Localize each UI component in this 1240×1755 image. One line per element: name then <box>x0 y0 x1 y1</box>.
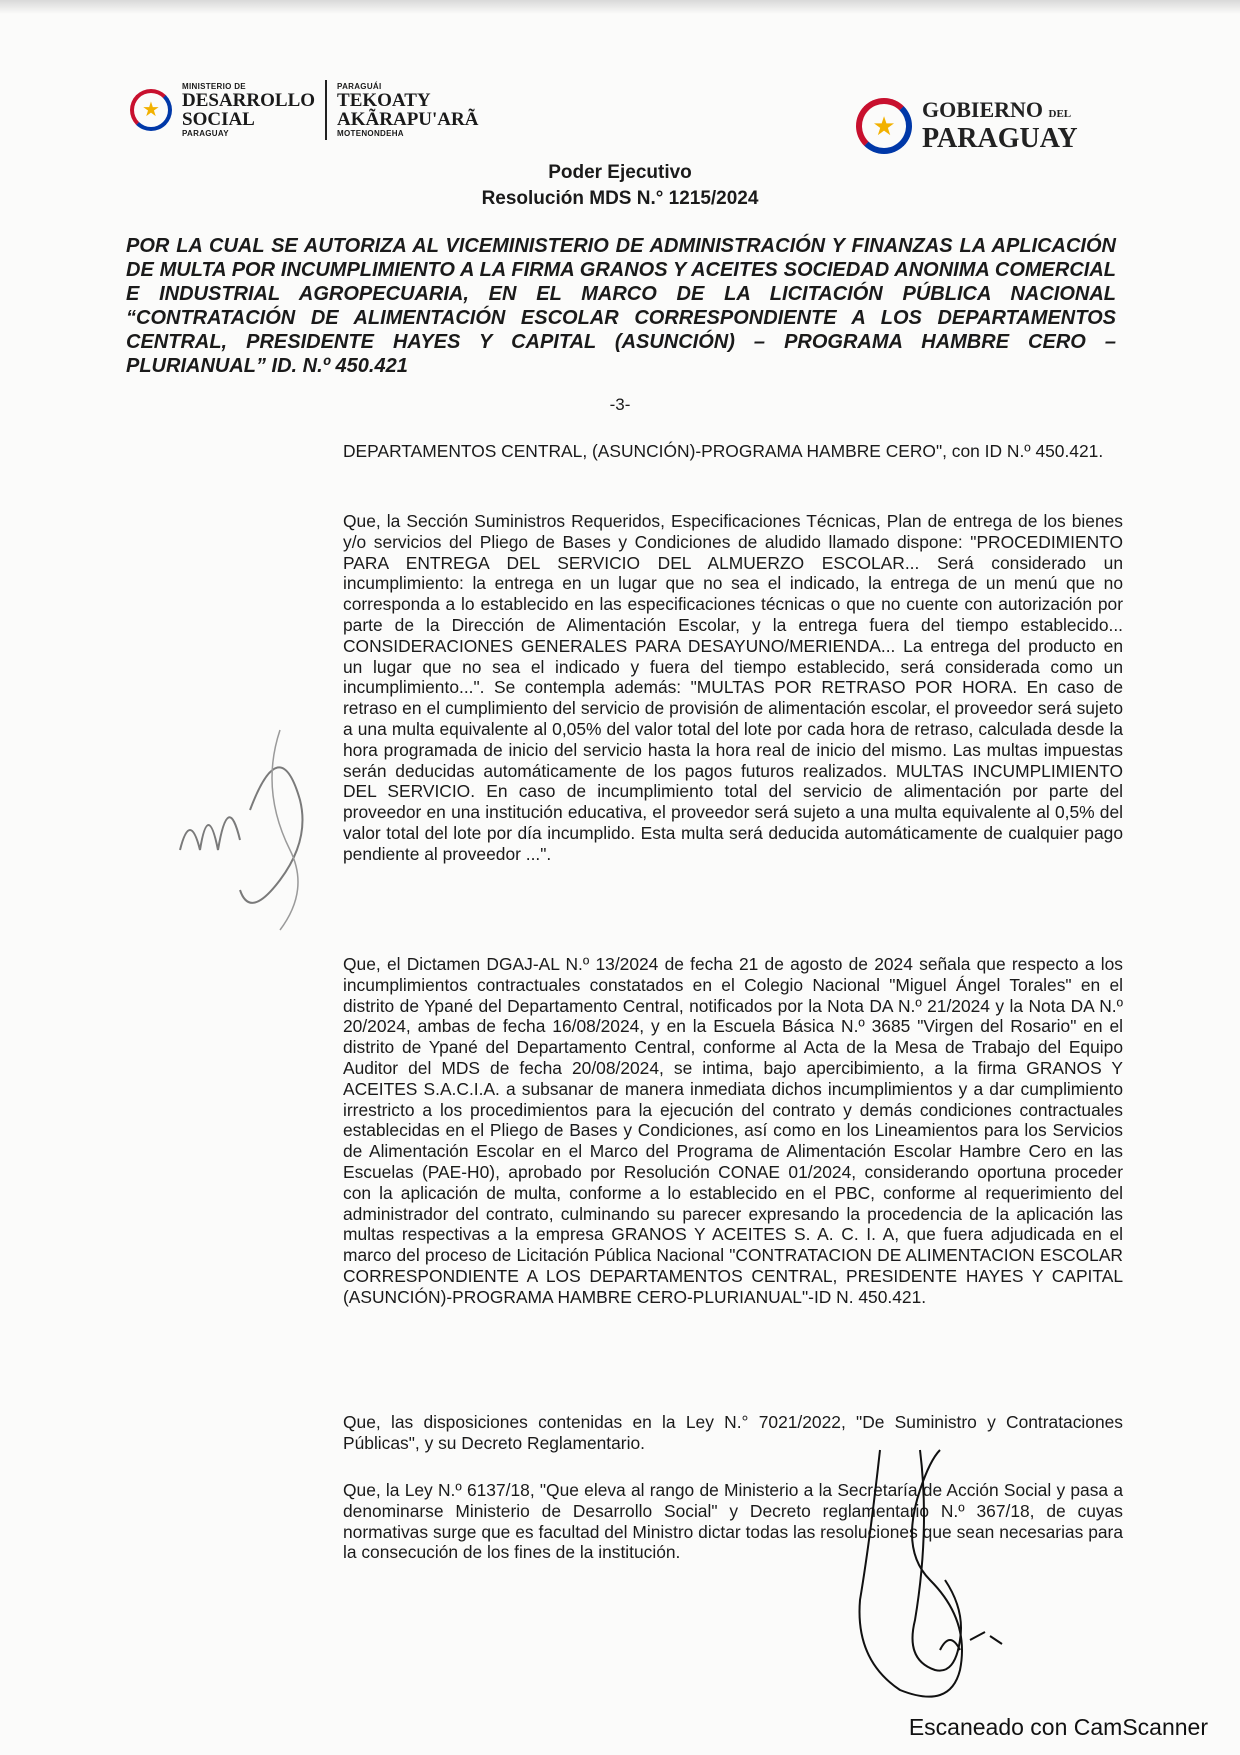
mds-logo <box>130 80 478 140</box>
official-signature <box>820 1440 1080 1710</box>
gov-logo <box>856 98 1078 154</box>
paragraph: Que, la Ley N.º 6137/18, "Que eleva al rango de Ministerio a la Secretaría de Acción Social y pasa a denominarse Ministerio de Desarrollo Social" y Decreto reglamentario N.º 367/18, de cuyas normativas surge que es facultad del Ministro dictar todas las resoluciones que sean necesarias para la consecución de los fines de la institución. <box>343 1480 1123 1563</box>
resolution-title: POR LA CUAL SE AUTORIZA AL VICEMINISTERIO DE ADMINISTRACIÓN Y FINANZAS LA APLICACIÓN DE MULTA POR INCUMPLIMIENTO A LA FIRMA GRANOS Y ACEITES SOCIEDAD ANONIMA COMERCIAL E INDUSTRIAL AGROPECUARIA, EN EL MARCO DE LA LICITACIÓN PÚBLICA NACIONAL “CONTRATACIÓN DE ALIMENTACIÓN ESCOLAR CORRESPONDIENTE A LOS DEPARTAMENTOS CENTRAL, PRESIDENTE HAYES Y CAPITAL (ASUNCIÓN) – PROGRAMA HAMBRE CERO – PLURIANUAL” ID. N.º 450.421 <box>126 235 1116 377</box>
gov-line1-small: DEL <box>1048 108 1072 120</box>
logo-divider <box>325 80 327 140</box>
page-number: -3- <box>609 395 631 414</box>
paragraph: Que, la Sección Suministros Requeridos, Especificaciones Técnicas, Plan de entrega de los bienes y/o servicios del Pliego de Bases y Condiciones de aludido llamado dispone: "PROCEDIMIENTO PARA ENTREGA DEL SERVICIO DEL ALMUERZO ESCOLAR... Será considerado un incumplimiento: la entrega en un lugar que no sea el indicado, la entrega de un menú que no corresponda a lo establecido en las especificaciones técnicas o que no cuente con autorización por parte de la Dirección de Alimentación Escolar, y la entrega fuera del tiempo establecido... CONSIDERACIONES GENERALES PARA DESAYUNO/MERIENDA... La entrega del producto en un lugar que no sea el indicado y fuera del tiempo establecido, será considerada como un incumplimiento...". Se contempla además: "MULTAS POR RETRASO POR HORA. En caso de retraso en el cumplimiento del servicio de provisión de alimentación escolar, el proveedor será sujeto a una multa equivalente al 0,05% del valor total del lote por cada hora de retraso, calculada desde la hora programada de inicio del servicio hasta la hora real de inicio del mismo. Las multas impuestas serán deducidas automáticamente de los pagos futuros realizados. MULTAS INCUMPLIMIENTO DEL SERVICIO. En caso de incumplimiento total del servicio de alimentación por parte del proveedor en una institución educativa, el proveedor será sujeto a una multa equivalente al 0,5% del valor total del lote por día incumplido. Esta multa será deducida automáticamente de cualquier pago pendiente al proveedor ...". <box>343 511 1123 864</box>
paragraph: Que, las disposiciones contenidas en la Ley N.° 7021/2022, "De Suministro y Contrataciones Públicas", y su Decreto Reglamentario. <box>343 1412 1123 1453</box>
tekoaty-wordmark: PARAGUÁI TEKOATY AKÃRAPU'ARÃ MOTENONDEHA <box>337 82 479 138</box>
scanner-watermark: Escaneado con CamScanner <box>908 1714 1208 1740</box>
gov-line2: PARAGUAY <box>922 123 1078 154</box>
mds-wordmark: MINISTERIO DE DESARROLLO SOCIAL PARAGUAY <box>182 82 316 138</box>
paragraph: DEPARTAMENTOS CENTRAL, (ASUNCIÓN)-PROGRAMA HAMBRE CERO", con ID N.º 450.421. <box>343 441 1104 461</box>
margin-initials-signature <box>160 690 350 950</box>
issuer: Poder Ejecutivo <box>548 162 692 183</box>
gov-line1: GOBIERNO <box>922 97 1044 122</box>
mds-emblem-icon: ★ <box>130 89 172 131</box>
paragraph: Que, el Dictamen DGAJ-AL N.º 13/2024 de fecha 21 de agosto de 2024 señala que respecto a los incumplimientos contractuales constatados en el Colegio Nacional "Miguel Ángel Torales" en el distrito de Ypané del Departamento Central, notificados por la Nota DA N.º 21/2024 y la Nota DA N.º 20/2024, ambas de fecha 16/08/2024, y en la Escuela Básica N.º 3685 "Virgen del Rosario" en el distrito de Ypané del Departamento Central, conforme al Acta de la Mesa de Trabajo del Equipo Auditor del MDS de fecha 20/08/2024, se intima, bajo apercibimiento, a la firma GRANOS Y ACEITES S.A.C.I.A. a subsanar de manera inmediata dichos incumplimientos y a dar cumplimiento irrestricto a los procedimientos para la ejecución del contrato y demás condiciones contractuales establecidas en el Pliego de Bases y Condiciones, así como en los Lineamientos para los Servicios de Alimentación Escolar en el Marco del Programa de Alimentación Escolar Hambre Cero en las Escuelas (PAE-H0), aprobado por Resolución CONAE 01/2024, considerando oportuna proceder con la aplicación de multa, conforme a lo establecido en el PBC, conforme al requerimiento del administrador del contrato, culminando su parecer expresando la procedencia de la aplicación las multas respectivas a la empresa GRANOS Y ACEITES S. A. C. I. A, que fuera adjudicada en el marco del proceso de Licitación Pública Nacional "CONTRATACION DE ALIMENTACION ESCOLAR CORRESPONDIENTE A LOS DEPARTAMENTOS CENTRAL, PRESIDENTE HAYES Y CAPITAL (ASUNCIÓN)-PROGRAMA HAMBRE CERO-PLURIANUAL"-ID N. 450.421. <box>343 954 1123 1307</box>
gov-emblem-icon: ★ <box>856 98 912 154</box>
resolution-number: Resolución MDS N.° 1215/2024 <box>481 188 759 209</box>
scan-edge <box>0 0 1240 14</box>
